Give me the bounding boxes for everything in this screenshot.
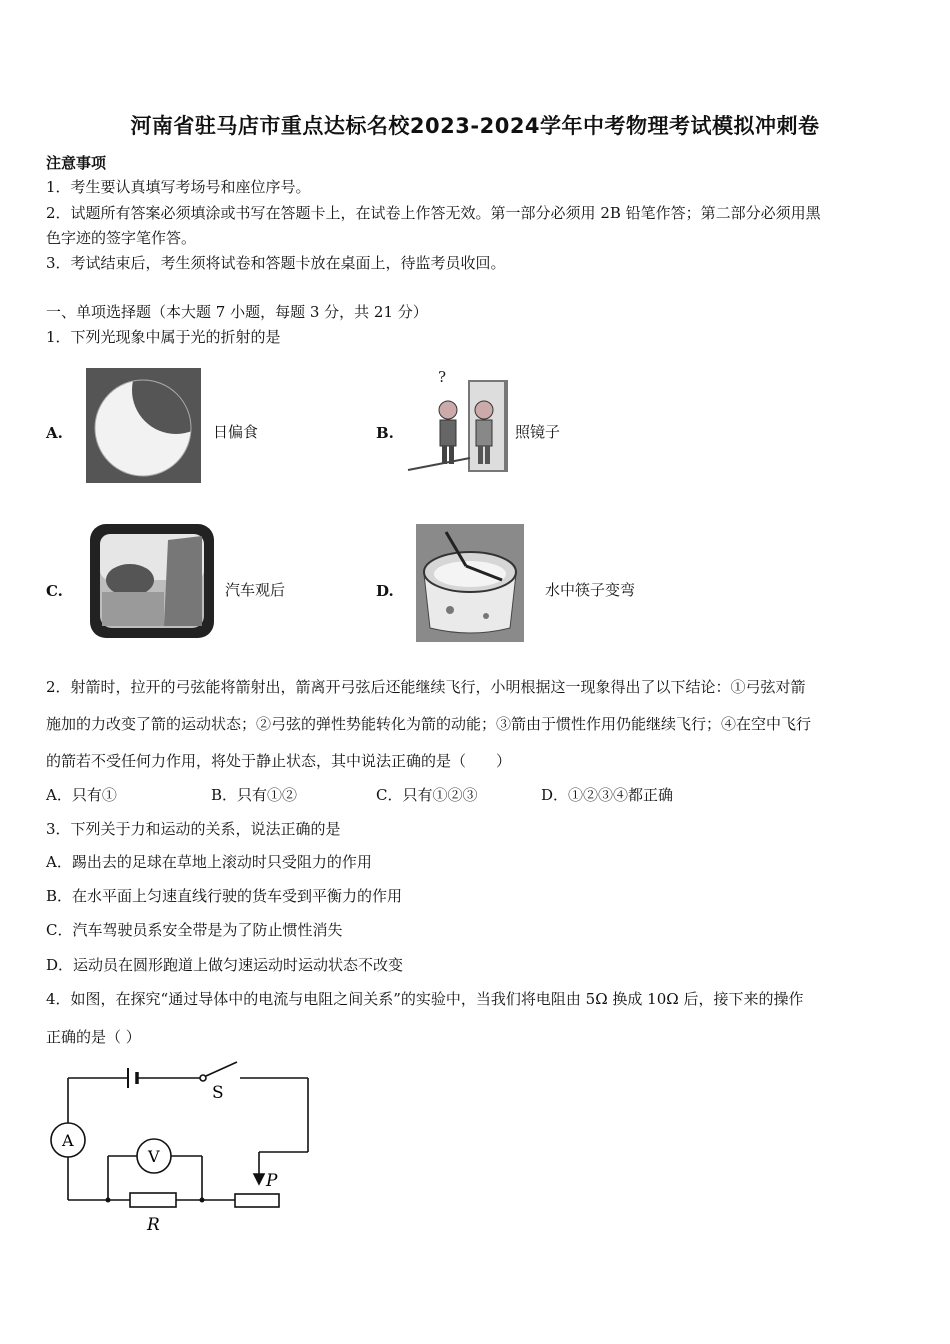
switch-label: S [212,1083,224,1103]
question-3-stem: 3．下列关于力和运动的关系，说法正确的是 [46,820,341,838]
slider-arrow-icon [254,1174,264,1184]
question-1-stem: 1．下列光现象中属于光的折射的是 [46,328,281,346]
rheostat [235,1194,279,1207]
switch-contact [200,1075,206,1081]
question-4-line: 正确的是（ ） [46,1028,141,1046]
question-mark: ? [438,368,447,386]
section-heading: 一、单项选择题（本大题 7 小题，每题 3 分，共 21 分） [46,303,428,321]
question-3-option-c: C．汽车驾驶员系安全带是为了防止惯性消失 [46,921,343,939]
car-mirror-image [88,522,216,640]
question-2-option-d: D．①②③④都正确 [541,786,674,804]
question-2-line: 的箭若不受任何力作用，将处于静止状态，其中说法正确的是（ ） [46,752,512,770]
page-title: 河南省驻马店市重点达标名校2023-2024学年中考物理考试模拟冲刺卷 [130,114,820,138]
question-2-line: 施加的力改变了箭的运动状态；②弓弦的弹性势能转化为箭的动能；③箭由于惯性作用仍能继续飞行；④在空中飞行 [46,715,812,733]
question-4-line: 4．如图，在探究“通过导体中的电流与电阻之间关系”的实验中，当我们将电阻由 5Ω 换成 10Ω 后，接下来的操作 [46,990,804,1008]
junction-dot [106,1198,111,1203]
option-a-letter: A. [46,424,63,442]
notice-item: 3．考试结束后，考生须将试卷和答题卡放在桌面上，待监考员收回。 [46,254,506,272]
notice-item: 2．试题所有答案必须填涂或书写在答题卡上，在试卷上作答无效。第一部分必须用 2B 铅笔作答；第二部分必须用黑 [46,204,821,222]
option-c-label: 汽车观后 [225,581,286,599]
ammeter-label: A [62,1131,74,1150]
circuit-diagram [40,1050,340,1240]
question-3-option-a: A．踢出去的足球在草地上滚动时只受阻力的作用 [46,853,372,871]
solar-eclipse-image [86,368,201,483]
resistor-label: R [147,1215,160,1235]
option-d-letter: D. [376,582,394,600]
resistor [130,1193,176,1207]
notice-item: 1．考生要认真填写考场号和座位序号。 [46,178,311,196]
question-2-option-c: C．只有①②③ [376,786,478,804]
question-2-line: 2．射箭时，拉开的弓弦能将箭射出，箭离开弓弦后还能继续飞行，小明根据这一现象得出了以下结论：①弓弦对箭 [46,678,806,696]
option-c-letter: C. [46,582,63,600]
notice-heading: 注意事项 [46,154,107,172]
junction-dot [200,1198,205,1203]
switch-lever-icon [206,1062,237,1076]
question-2-option-a: A．只有① [46,786,117,804]
chopsticks-bowl-image [416,524,524,642]
mirror-image [404,366,512,478]
option-a-label: 日偏食 [213,423,259,441]
option-d-label: 水中筷子变弯 [545,581,636,599]
question-3-option-b: B．在水平面上匀速直线行驶的货车受到平衡力的作用 [46,887,403,905]
option-b-label: 照镜子 [515,423,561,441]
question-3-option-d: D．运动员在圆形跑道上做匀速运动时运动状态不改变 [46,956,404,974]
notice-item: 色字迹的签字笔作答。 [46,229,197,247]
voltmeter-label: V [148,1147,160,1166]
slider-label: P [266,1171,278,1191]
question-2-option-b: B．只有①② [211,786,298,804]
option-b-letter: B. [376,424,394,442]
